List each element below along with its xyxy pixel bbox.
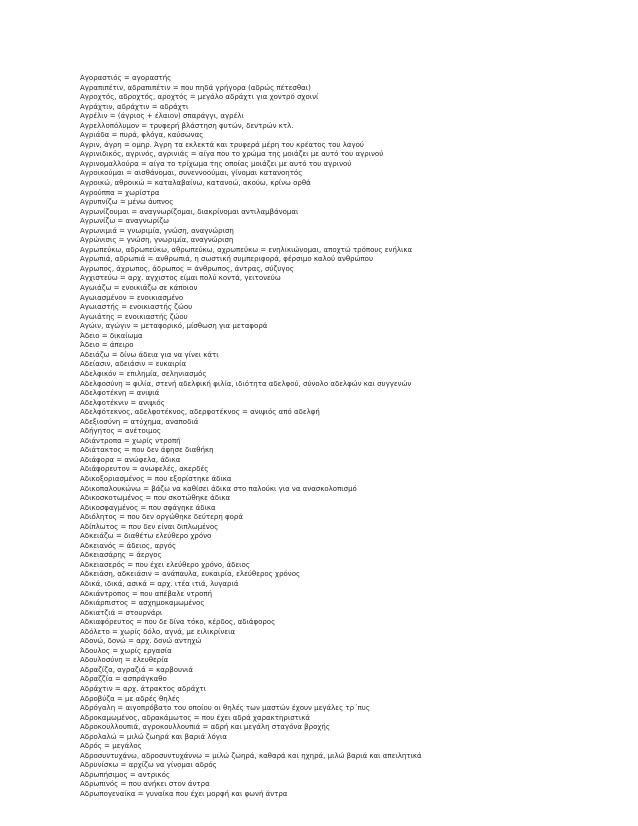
dictionary-entry: Αδκιατζιά = στουρνάρι xyxy=(80,608,163,617)
dictionary-entry: Αγρωνιμιά = γνωριμία, γνώση, αναγνώριση xyxy=(80,226,234,235)
dictionary-entry: Αδράχτιν = αρχ. άτρακτος αδράχτι xyxy=(80,685,206,693)
dictionary-entry: Αδουλοσύνη = ελευθερία xyxy=(80,656,169,665)
dictionary-entry: Αδραζίζα, αγραζιά = καρβουνιά xyxy=(80,665,193,674)
dictionary-entry: Αγοραστιός = αγοραστής xyxy=(80,74,172,82)
dictionary-entry: Αδικοσκοτωμένος = που σκοτώθηκε άδικα xyxy=(80,494,231,503)
dictionary-entry: Αγωιάζω = ενοικιάζω σε κάποιον xyxy=(80,284,198,293)
dictionary-entry: Αδικοσφαγμένος = που σφάγηκε άδικα xyxy=(80,503,216,512)
dictionary-entry: Αδροκουλλουπιά, αγροκουλλουπιά = αδρή και μεγάλη σταγόνα βροχής xyxy=(80,723,330,732)
dictionary-entry: Αδραζζία = ασπράγκαθο xyxy=(80,675,167,684)
dictionary-entry: Αγροχτός, αδροχτός, αροχτός = μεγάλο αδράχτι για χοντρό σχοινί xyxy=(80,93,319,102)
dictionary-entry: Αδήγητος = ανέτοιμος xyxy=(80,427,162,436)
dictionary-entry: Αγρωνίζουμαι = αναγνωρίζομαι, διακρίνομαι αντιλαμβάνομαι xyxy=(80,207,299,216)
dictionary-entry: Αδρυνίσκω = αρχίζω να γίνομαι αδρός xyxy=(80,761,217,770)
dictionary-entry: Αδιάτακτος = που δεν άφησε διαθήκη xyxy=(80,446,214,455)
dictionary-entry: Αδροσυντυχάνω, αδροσυντυχάννω = μιλώ ζωηρά, καθαρά και ηχηρά, μιλώ βαριά και απειλητικά xyxy=(80,751,422,760)
dictionary-entry: Αδρός = μεγάλος xyxy=(80,742,142,751)
dictionary-entry: Αδκειάση, αδκειάσιν = ανάπαυλα, ευκαιρία, ελεύθερος χρόνος xyxy=(80,570,301,579)
dictionary-entry: Αγρινομαλλούρα = αίγα το τρίχωμα της οποίας μοιάζει με αυτό του αγρινού xyxy=(80,159,352,168)
dictionary-entry: Αδελφοτέκνιν = ανιψιός xyxy=(80,398,165,407)
dictionary-entry: Αγρούππα = χωρίστρα xyxy=(80,188,160,197)
dictionary-entry: Αδρωπινός = που ανήκει στον άντρα xyxy=(80,780,210,789)
dictionary-entry: Αγωιαστής = ενοικιαστής ζώου xyxy=(80,303,193,312)
dictionary-entry: Αδονώ, δονώ = αρχ. δονώ αντηχώ xyxy=(80,637,202,646)
dictionary-entry: Αδρωπογεναίκα = γυναίκα που έχει μορφή και φωνή άντρα xyxy=(80,790,288,799)
dictionary-entry: Αδειάζω = δίνω άδεια για να γίνει κάτι xyxy=(80,350,219,359)
dictionary-entry: Αγραπιπέτιν, αδραπιπέτιν = που πηδά γρήγορα (αδρώς πέτεσθαι) xyxy=(80,83,311,92)
dictionary-entry: Αδεξιοσύνη = ατύχημα, αναποδιά xyxy=(80,417,199,426)
dictionary-entry: Αδόλετο = χωρίς δόλο, αγνά, με ειλικρίνεια xyxy=(80,627,236,636)
dictionary-entry: Αδείασιν, αδειάσιν = ευκαιρία xyxy=(80,360,187,369)
dictionary-entry: Αγρινιδικός, αγρινός, αγρινιάς = αίγα που το χρώμα της μοιάζει με αυτό του αγρινού xyxy=(80,150,384,159)
dictionary-entry: Αδελφικόν = επιλημία, σεληνιασμός xyxy=(80,369,207,378)
dictionary-entry: Αδιάντροπα = χωρίς ντροπή xyxy=(80,436,181,445)
dictionary-entry: Αγροικούμαι = αισθάνομαι, συνεννοούμαι, γίνομαι κατανοητός xyxy=(80,169,303,178)
dictionary-entry: Αδκιάντροπος = που απέβαλε ντροπή xyxy=(80,589,213,598)
dictionary-entry: Αγρωπιά, αδρωπιά = ανθρωπιά, η σωστική συμπεριφορά, φέρσιμο καλού ανθρώπου xyxy=(80,255,373,264)
dictionary-entry: Αδκειασερός = που έχει ελεύθερο χρόνο, άδειος xyxy=(80,560,250,569)
dictionary-entry: Αγωιάτης = ενοικιαστής ζώου xyxy=(80,312,188,321)
dictionary-entry: Αδκειάζω = διαθέτω ελεύθερο χρόνο xyxy=(80,532,212,541)
dictionary-entry: Αγροικώ, αθροικώ = καταλαβαίνω, κατανοώ, ακούω, κρίνω ορθά xyxy=(80,179,311,188)
dictionary-entry: Αδελφοτέκνη = ανιψιά xyxy=(80,389,160,398)
dictionary-entry: Άδειο = άπειρο xyxy=(80,341,134,350)
dictionary-entry: Αδιόλητος = που δεν οργώθηκε δεύτερη φορά xyxy=(80,513,243,522)
dictionary-entry: Αδιάφορα = ανώφελα, άδικα xyxy=(80,455,181,464)
dictionary-entry: Αγρωπεύκω, αδρωπεύκω, αθρωπεύκω, αχρωπεύκω = ενηλικιώνομαι, αποχτώ τρόπους ενήλικα xyxy=(80,245,413,254)
dictionary-entry: Αδελφοσύνη = φιλία, στενή αδελφική φιλία, ιδιότητα αδελφού, σύνολο αδελφών και συγγενών xyxy=(80,379,412,388)
dictionary-page xyxy=(80,74,620,800)
dictionary-entry: Αδελφότεκνος, αδελφοτέκνος, αδερφοτέκνος = ανιψιός από αδελφή xyxy=(80,408,320,417)
dictionary-entry: Αγώιν, αγώγιν = μεταφορικό, μίσθωση για μεταφορά xyxy=(80,322,268,331)
dictionary-entry: Αδκιάρπιστος = ασχημοκαμωμένος xyxy=(80,599,205,608)
dictionary-entry: Αδικοπαλουκώνω = βάζω να καθίσει άδικα στο παλούκι για να ανασκολοπισμό xyxy=(80,484,357,493)
dictionary-entry: Αγριν, άγρη = ομηρ. Άγρη τα εκλεκτά και τρυφερά μέρη του κρέατος του λαγού xyxy=(80,140,364,149)
dictionary-entry: Αδικοξοριασμένος = που εξορίστηκε άδικα xyxy=(80,474,232,483)
dictionary-entry: Αδιάφορευτον = ανωφελές, ακερδές xyxy=(80,465,209,474)
dictionary-entry: Αγριάδα = πυρά, φλόγα, καύσωνας xyxy=(80,131,204,140)
dictionary-entry: Αγρέλιν = (άγριος + έλαιον) σπαράγγι, αγρέλι xyxy=(80,112,244,121)
dictionary-entry: Αδκειασάρης = άεργος xyxy=(80,551,162,560)
dictionary-entry: Αγωιασμένον = ενοικιασμένο xyxy=(80,293,184,302)
dictionary-entry: Αδικά, ιδικά, ασικά = αρχ. ιτέα ιτιά, λυγαριά xyxy=(80,579,239,588)
dictionary-entry: Αγχιστεύω = αρχ. αγχιστος είμαι πολύ κοντά, γειτονεύω xyxy=(80,274,281,283)
dictionary-entry: Αδροκαμωμένος, αδρακάμωτος = που έχει αδρά χαρακτηριστικά xyxy=(80,713,310,722)
dictionary-entry: Αδκειανός = άδειος, αργός xyxy=(80,541,177,550)
dictionary-entry: Αγρυπνίζω = μένω άυπνος xyxy=(80,198,174,207)
dictionary-entry: Αδρολαλώ = μιλώ ζωηρά και βαριά λόγια xyxy=(80,732,227,741)
dictionary-entry: Άδουλος = χωρίς εργασία xyxy=(80,646,172,655)
dictionary-entry: Αγρώνισις = γνώση, γνωριμία, αναγνώριση xyxy=(80,236,234,245)
dictionary-entry: Αδίπλωτος = που δεν είναι διπλωμένος xyxy=(80,522,219,531)
dictionary-entry: Αγρελλοπόλυμον = τρυφερή βλάστηση φυτών, δεντρών κτλ. xyxy=(80,121,294,130)
dictionary-entry: Αδκιαφόρευτος = που δε δίνα τόκο, κέρδος, αδιάφορος xyxy=(80,618,276,627)
dictionary-entry: Αδρόγαλη = αιγοπρόβατο του οποίου οι θηλές των μαστών έχουν μεγάλες τρ΄πυς xyxy=(80,704,370,713)
dictionary-entry: Αδρωπήσιμος = αντρικός xyxy=(80,770,171,779)
dictionary-entry: Αγρωνίζω = αναγνωρίζω xyxy=(80,217,170,226)
dictionary-entry: Αγράχτιν, αδράχτιν = αδράχτι xyxy=(80,102,189,111)
dictionary-entry: Αγρωπος, άχρωπος, άδρωπος = άνθρωπος, άντρας, σύζυγος xyxy=(80,264,294,273)
dictionary-entry: Αδροβύζα = με αδρές θηλές xyxy=(80,694,180,703)
dictionary-entry: Άδειο = δικαίωμα xyxy=(80,331,143,340)
